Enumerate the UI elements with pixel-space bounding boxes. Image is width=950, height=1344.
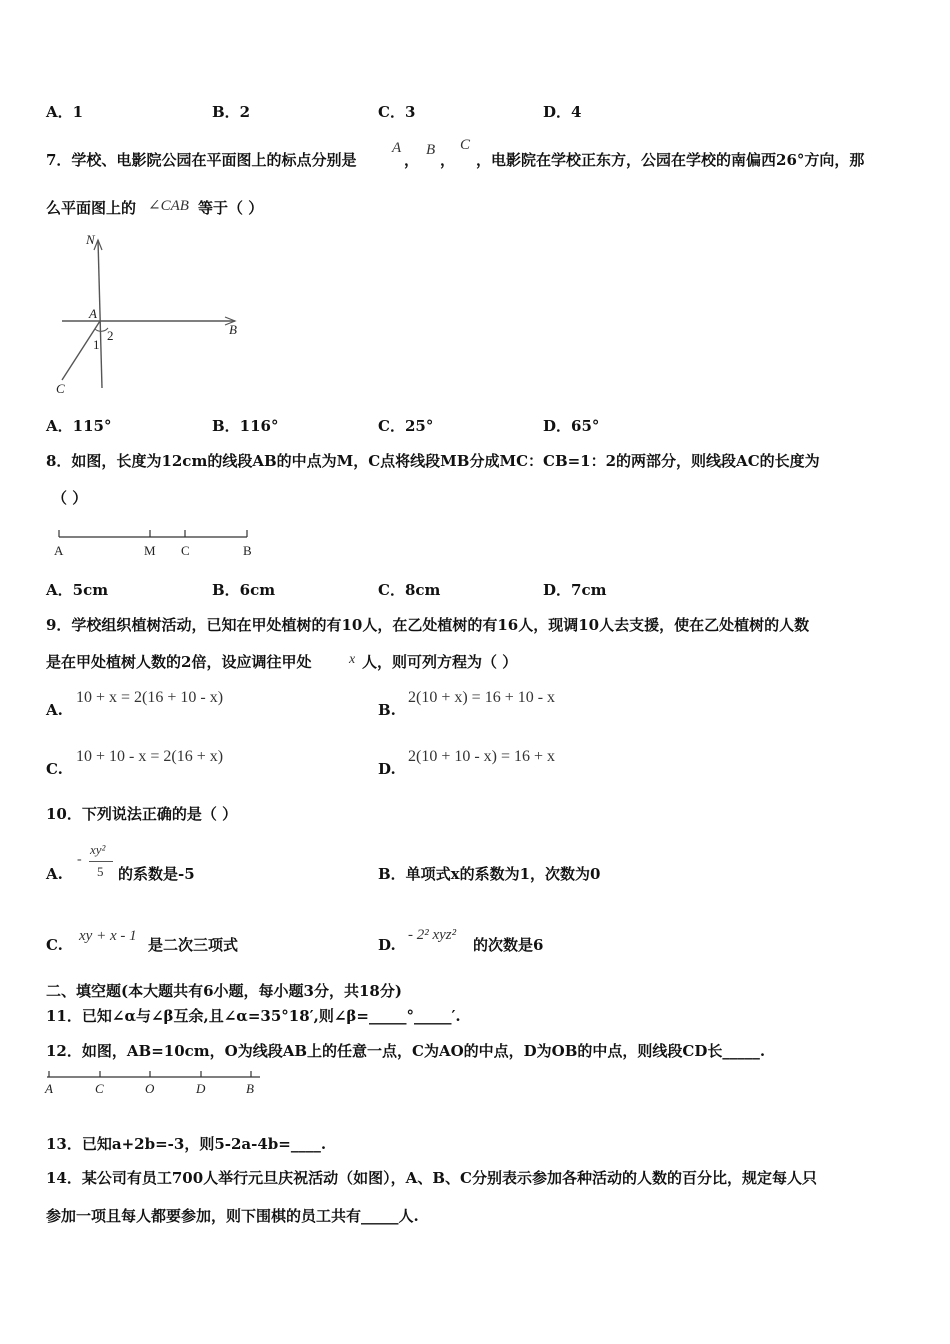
q6-option-d: D．4: [543, 103, 582, 121]
section-2-title: 二、填空题(本大题共有6小题，每小题3分，共18分): [46, 982, 402, 1000]
label-d: D: [196, 1081, 206, 1096]
q10-option-a-numerator: xy²: [90, 842, 106, 857]
q13-text: 13．已知a+2b=-3，则5-2a-4b=____.: [46, 1135, 327, 1153]
q9-option-b-letter: B.: [378, 701, 396, 719]
q9-line-1: 9．学校组织植树活动，已知在甲处植树的有10人，在乙处植树的有16人，现调10人去支援，使在乙处植树的人数: [46, 616, 810, 634]
q7-text-a: 7．学校、电影院公园在平面图上的标点分别是: [46, 151, 357, 169]
q7-text-d: 等于（ ）: [198, 199, 264, 217]
label-o: O: [145, 1081, 155, 1096]
label-b: B: [243, 543, 252, 558]
q9-option-d-formula: 2(10 + 10 - x) = 16 + x: [408, 748, 556, 765]
q7-comma-2: ，: [440, 151, 456, 169]
q8-option-d: D．7cm: [543, 581, 607, 599]
q7-angle: ∠CAB: [148, 198, 189, 214]
q7-text-b: ，电影院在学校正东方，公园在学校的南偏西26°方向，那: [476, 151, 865, 169]
q6-option-b: B．2: [212, 103, 251, 121]
label-c: C: [95, 1081, 104, 1096]
q9-option-a-formula: 10 + x = 2(16 + 10 - x): [76, 689, 224, 706]
q7-point-c: C: [460, 137, 471, 153]
q10-option-d-text: 的次数是6: [473, 936, 544, 954]
q11-text: 11．已知∠α与∠β互余,且∠α=35°18′,则∠β=_____°_____′.: [46, 1007, 461, 1025]
q7-text-c: 么平面图上的: [46, 199, 137, 217]
q7-point-a: A: [392, 140, 402, 156]
q9-option-c-formula: 10 + 10 - x = 2(16 + x): [76, 748, 224, 765]
q10-option-a-denominator: 5: [97, 864, 104, 879]
label-c: C: [56, 381, 65, 396]
q10-title: 10．下列说法正确的是（ ）: [46, 805, 238, 823]
q9-line-2b: 人，则可列方程为（ ）: [362, 653, 518, 671]
label-angle-2: 2: [107, 328, 114, 343]
q9-option-b-formula: 2(10 + x) = 16 + 10 - x: [408, 689, 556, 706]
q6-option-a: A．1: [46, 103, 84, 121]
q12-text: 12．如图，AB=10cm，O为线段AB上的任意一点，C为AO的中点，D为OB的中点，则线段CD长_____.: [46, 1042, 766, 1060]
q9-option-d-letter: D.: [378, 760, 396, 778]
label-b: B: [246, 1081, 254, 1096]
q14-line-2: 参加一项且每人都要参加，则下围棋的员工共有_____人.: [46, 1207, 419, 1225]
q9-line-2a: 是在甲处植树人数的2倍，设应调往甲处: [46, 653, 312, 671]
label-c: C: [181, 543, 190, 558]
label-b: B: [229, 322, 237, 337]
label-n: N: [86, 232, 95, 247]
label-angle-1: 1: [93, 337, 100, 352]
q9-option-a-letter: A.: [46, 701, 63, 719]
q10-option-a-text: 的系数是-5: [118, 865, 195, 883]
q10-option-b: B．单项式x的系数为1，次数为0: [378, 865, 601, 883]
q7-option-a: A．115°: [46, 417, 112, 435]
q9-option-c-letter: C.: [46, 760, 63, 778]
q6-option-c: C．3: [378, 103, 416, 121]
label-m: M: [144, 543, 156, 558]
q10-option-a-minus: -: [77, 852, 82, 867]
q7-option-b: B．116°: [212, 417, 279, 435]
q10-option-a-letter: A.: [46, 865, 63, 883]
q10-option-c-letter: C.: [46, 936, 63, 954]
q10-option-c-text: 是二次三项式: [148, 936, 239, 954]
q8-option-b: B．6cm: [212, 581, 276, 599]
q10-option-d-math: - 2² xyz²: [408, 927, 457, 943]
q8-option-a: A．5cm: [46, 581, 109, 599]
q8-option-c: C．8cm: [378, 581, 441, 599]
q8-line-1: 8．如图，长度为12cm的线段AB的中点为M，C点将线段MB分成MC：CB=1：2的两部分，则线段AC的长度为: [46, 452, 820, 470]
label-a: A: [89, 306, 97, 321]
q10-option-c-math: xy + x - 1: [79, 928, 137, 944]
q7-option-c: C．25°: [378, 417, 434, 435]
label-a: A: [45, 1081, 53, 1096]
q7-option-d: D．65°: [543, 417, 600, 435]
q8-line-2: （ ）: [52, 489, 88, 507]
q10-option-d-letter: D.: [378, 936, 396, 954]
q14-line-1: 14．某公司有员工700人举行元旦庆祝活动（如图），A、B、C分别表示参加各种活动的人数的百分比，规定每人只: [46, 1169, 817, 1187]
label-a: A: [54, 543, 64, 558]
q7-point-b: B: [426, 142, 436, 158]
q9-variable: x: [349, 652, 356, 667]
q7-comma-1: ，: [404, 151, 420, 169]
